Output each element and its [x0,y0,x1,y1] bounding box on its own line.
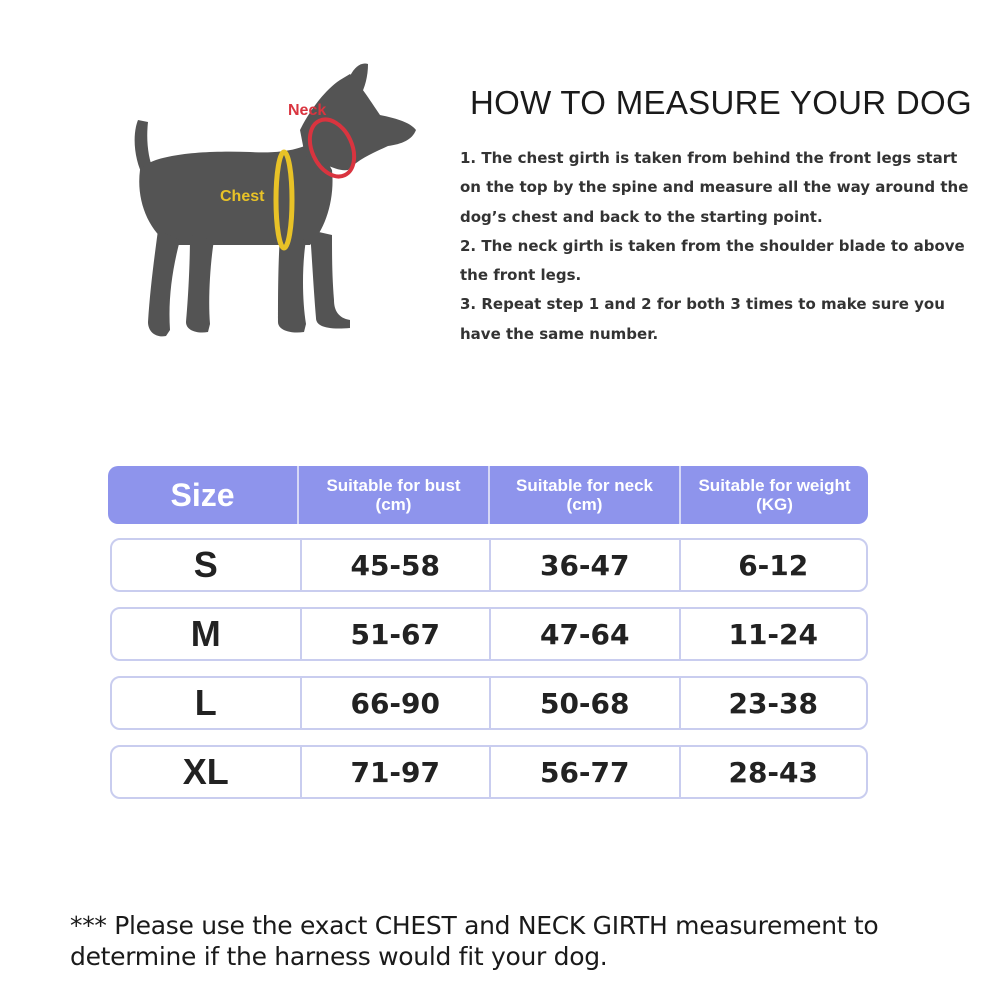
cell-bust: 71-97 [302,747,492,797]
chest-label: Chest [220,188,265,205]
cell-bust: 51-67 [302,609,492,659]
cell-weight: 6-12 [738,548,809,582]
measure-steps [460,144,980,349]
step-3: 3. Repeat step 1 and 2 for both 3 times to make sure you have the same number. [460,295,945,343]
header-neck-unit: (cm) [566,495,603,514]
header-weight [681,466,868,524]
dog-measurement-diagram [110,60,440,360]
cell-neck: 36-47 [491,540,681,590]
table-row [110,745,868,799]
cell-size: M [112,609,302,659]
cell-bust: 66-90 [302,678,492,728]
step-1: 1. The chest girth is taken from behind the front legs start on the top by the spine and measure all the way around the dog’s chest and back to the starting point. [460,149,969,226]
header-neck [490,466,681,524]
table-row [110,538,868,592]
cell-neck: 47-64 [491,609,681,659]
header-weight-label: Suitable for weight [698,476,851,495]
cell-weight: 11-24 [728,617,819,651]
header-bust-unit: (cm) [375,495,412,514]
header-bust [299,466,490,524]
guide-title: HOW TO MEASURE YOUR DOG [470,84,972,121]
step-2: 2. The neck girth is taken from the shoulder blade to above the front legs. [460,236,965,285]
cell-size: S [112,540,302,590]
size-table-header [108,466,868,524]
table-row [110,676,868,730]
cell-neck: 50-68 [491,678,681,728]
fit-note: *** Please use the exact CHEST and NECK GIRTH measurement to determine if the harness would fit your dog. [70,911,879,971]
cell-neck: 56-77 [491,747,681,797]
header-size: Size [108,466,299,524]
neck-label: Neck [288,102,327,119]
cell-bust: 45-58 [302,540,492,590]
header-weight-unit: (KG) [756,495,793,514]
dog-silhouette-icon [110,60,440,360]
cell-size: XL [112,747,302,797]
cell-size: L [112,678,302,728]
cell-weight: 23-38 [728,686,819,720]
header-neck-label: Suitable for neck [516,476,653,495]
header-bust-label: Suitable for bust [326,476,461,495]
cell-weight: 28-43 [728,755,819,789]
table-row [110,607,868,661]
